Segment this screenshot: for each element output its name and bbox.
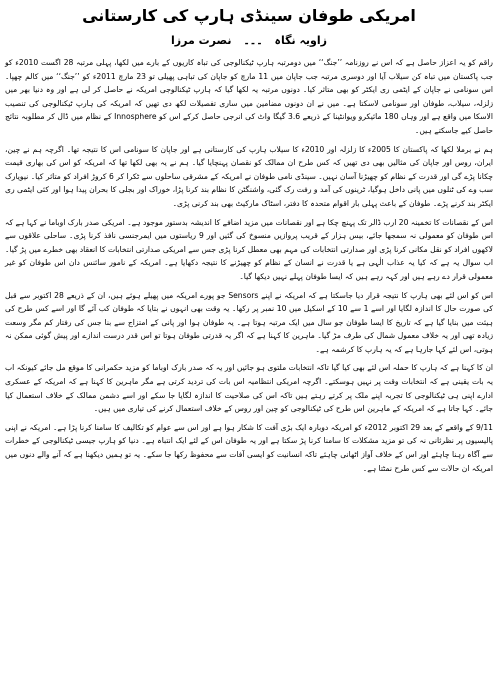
article-paragraph: اس کو اس لئے بھی ہارپ کا نتیجہ قرار دیا جاسکتا ہے کہ امریکہ نے اپنے Sensors جو پورے امریکہ میں پھیلے ہوئے ہیں، ان کے ذریعے 28 اکتوبر سے قبل کی صورت حال کا اندازہ لگایا اور اسے 1 سے 10 کے اسکیل میں 10 نمبر پر رکھا۔ یہ وقت بھی انہوں نے بتایا کہ طوفان کب آئے گا اور اسے کس طرح کی ہیئت میں بنایا گیا ہے کہ تاریخ کا ایسا طوفان جو سال میں ایک مرتبہ ہوتا ہے۔ یہ طوفان ہوا اور پانی کے امتزاج سے بنا جس کی رفتار کم مگر وسعت زیادہ تھی اور یہ خلاف معمول شمال کی طرف مڑ گیا۔ ماہرین کا کہنا ہے کہ اگر یہ قدرتی طوفان ہوتا تو اس قدر درست اندازے اور پیش گوئی ممکن نہ ہوتی، اس لئے کہا جارہا ہے کہ یہ ہارپ کا کرشمہ ہے۔	[5, 290, 494, 354]
column-name: زاویہ نگاہ	[274, 34, 327, 47]
article-paragraph: ہم نے برملا لکھا کہ پاکستان کا 2005ء کا زلزلہ اور 2010ء کا سیلاب ہارپ کی کارستانی ہے اور جاپان کا سونامی اس کا نتیجہ تھا۔ اگرچہ ہم نے چین، ایران، روس اور جاپان کی مثالیں بھی دی تھیں کہ کس طرح ان ممالک کو نقصان پہنچایا گیا۔ ہم نے یہ بھی لکھا تھا کہ امریکہ کو اس کی بھاری قیمت چکانا پڑے گی اور قدرت کے نظام کو چھیڑنا آسان نہیں۔ سینڈی نامی طوفان نے امریکہ کے مشرقی ساحلوں سے ٹکرا کر 6 کروڑ افراد کو متاثر کیا۔ نیویارک سب وے کی ٹنلوں میں پانی داخل ہوگیا، ٹرینوں کی آمد و رفت رک گئی، واشنگٹن کا نظام بند کرنا پڑا، خوراک اور بجلی کا بحران پیدا ہوا اور کئی ایٹمی ری ایکٹر بند کرنے پڑے۔ طوفان کے باعث پہلی بار اقوام متحدہ کا دفتر، اسٹاک مارکیٹ بھی بند کرنی پڑی۔	[5, 144, 493, 208]
article-paragraph: ان کا کہنا ہے کہ ہارپ کا حملہ اس لئے بھی کیا گیا تاکہ انتخابات ملتوی ہو جائیں اور یہ کہ صدر بارک اوباما کو مزید حکمرانی کا موقع مل جائے کیونکہ اب یہ بات یقینی ہے کہ انتخابات وقت پر نہیں ہوسکتے۔ اگرچہ امریکی انتظامیہ اس بات کی تردید کرتی ہے مگر ماہرین کا کہنا ہے کہ امریکہ کے عسکری ادارے اپنی ہی ٹیکنالوجی کا تجربہ اپنے ملک پر کرتے رہتے ہیں تاکہ اس کی صلاحیت کا اندازہ لگایا جا سکے اور اسے دشمن ممالک کے خلاف استعمال کیا جائے۔ کہا جاتا ہے کہ امریکہ کے ماہرین اس طرح کی ٹیکنالوجی کو چین اور روس کے خلاف استعمال کرنے کی تیاری میں ہیں۔	[5, 363, 493, 414]
article-paragraph: 9/11 کے واقعے کے بعد 29 اکتوبر 2012ء کو امریکہ دوبارہ ایک بڑی آفت کا شکار ہوا ہے اور اس سے عوام کو تکالیف کا سامنا کرنا پڑا ہے۔ امریکہ نے اپنی پالیسیوں پر نظرثانی نہ کی تو مزید مشکلات کا سامنا کرنا پڑ سکتا ہے اور یہ طوفان اس کے لئے ایک انتباہ ہے۔ دنیا کو ہارپ جیسی ٹیکنالوجی کے خطرات سے آگاہ رہنا چاہئے اور اس کے خلاف آواز اٹھانی چاہئے تاکہ انسانیت کو ایسی آفات سے محفوظ رکھا جا سکے۔ یہ تو ہمیں دیکھنا ہے کہ آنے والے دنوں میں امریکہ ان حالات سے کس طرح نمٹتا ہے۔	[5, 422, 493, 473]
article-title: امریکی طوفان سینڈی ہارپ کی کارستانی	[82, 6, 416, 25]
article-paragraph: راقم کو یہ اعزاز حاصل ہے کہ اس نے روزنامہ ’’جنگ‘‘ میں دومرتبہ ہارپ ٹیکنالوجی کی تباہ کاریوں کے بارے میں لکھا، پہلی مرتبہ 28 اگست 2010ء کو جب پاکستان میں تباہ کن سیلاب آیا اور دوسری مرتبہ جب جاپان میں 11 مارچ کو جاپان کی تباہی پھیلی تو 23 مارچ 2011ء کو ’’جنگ‘‘ میں کالم چھپا۔ اس سونامی نے جاپان کے ایٹمی ری ایکٹر کو بھی متاثر کیا۔ دونوں مرتبہ یہ لکھا گیا کہ ہارپ ٹیکنالوجی امریکہ نے حاصل کر لی ہے اور وہ دنیا بھر میں زلزلہ، سیلاب، طوفان اور سونامی لاسکتا ہے۔ میں نے ان دونوں مضامین میں ساری تفصیلات لکھ دی تھیں کہ امریکہ کی ہارپ ٹیکنالوجی کی تنصیب الاسکا میں واقع ہے اور وہاں 180 مائیکرو ویوانٹینا کے ذریعے 3.6 گیگا واٹ کی انرجی حاصل کرکے اس کو Innosphere کے نظام میں ڈال کر مطلوبہ نتائج حاصل کیے جاسکتے ہیں۔	[5, 58, 493, 135]
article-body	[5, 56, 493, 475]
byline-separator: ۔۔۔	[243, 34, 263, 47]
author-name: نصرت مرزا	[171, 34, 232, 47]
article-paragraph: اس کے نقصانات کا تخمینہ 20 ارب ڈالر تک پہنچ چکا ہے اور نقصانات میں مزید اضافے کا اندیشہ بدستور موجود ہے۔ امریکی صدر بارک اوباما نے کہا ہے کہ اس طوفان کو معمولی نہ سمجھا جائے، بیس ہزار کے قریب پروازیں منسوخ کی گئیں اور 9 ریاستوں میں ایمرجنسی نافذ کرنا پڑی۔ ساحلی علاقوں سے لاکھوں افراد کو نقل مکانی کرنا پڑی اور صدارتی انتخابات کی مہم بھی معطل کرنا پڑی جس سے امریکی صدارتی انتخابات کا انعقاد بھی خطرے میں پڑ گیا۔ اب سوال یہ ہے کہ کیا یہ عذاب الٰہی ہے یا قدرت نے انسان کے نظام کو چھیڑنے کا نتیجہ دکھایا ہے۔ امریکہ کے نامور سائنس دان اس طوفان کو غیر معمولی قرار دے رہے ہیں اور کہہ رہے ہیں کہ ایسا طوفان پہلے نہیں دیکھا گیا۔	[5, 217, 493, 281]
article-byline	[5, 32, 493, 50]
